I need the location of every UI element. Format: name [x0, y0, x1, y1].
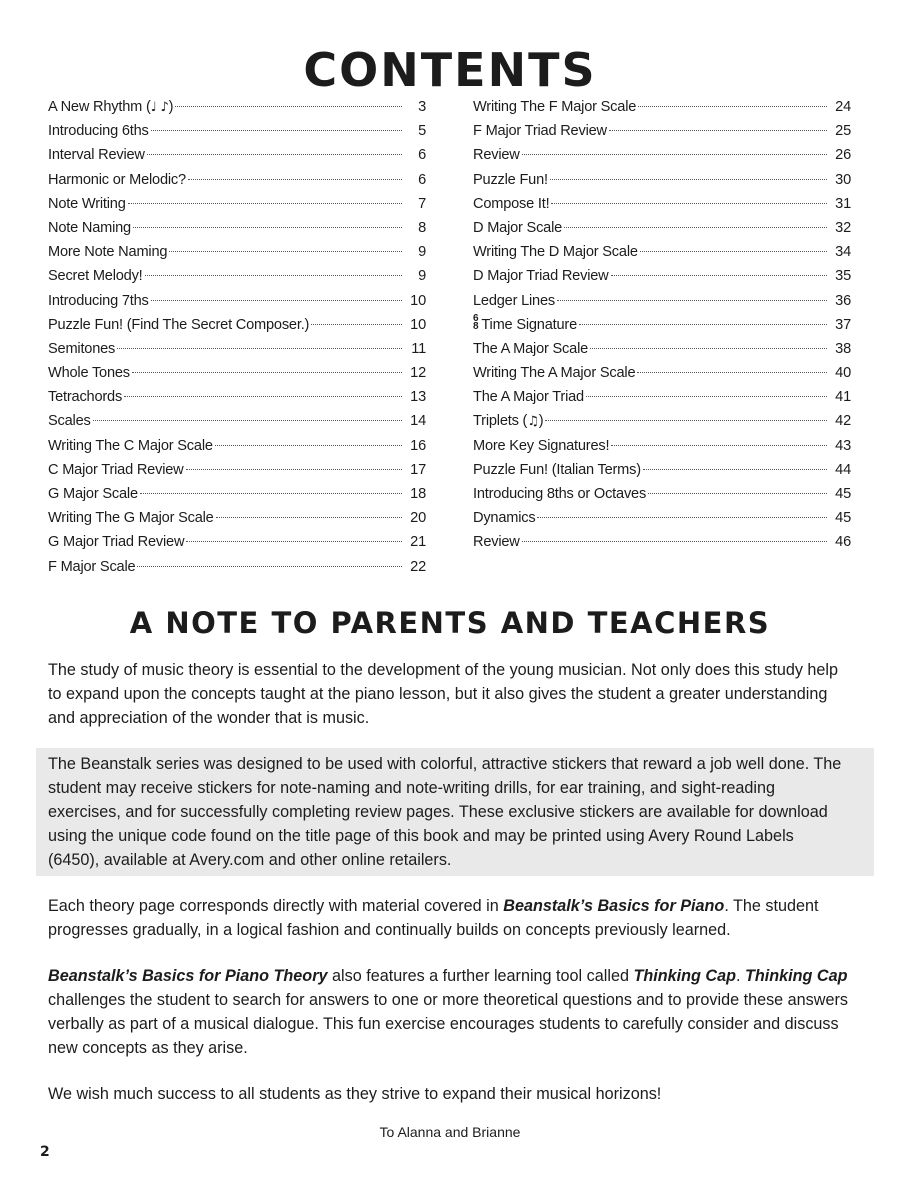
toc-dot-leader: [124, 396, 402, 397]
toc-entry-title: [473, 389, 584, 405]
toc-dot-leader: [140, 493, 402, 494]
toc-dot-leader: [557, 300, 827, 301]
toc-entry-page: 35: [835, 268, 851, 285]
closing-paragraph: We wish much success to all students as they strive to expand their musical horizons!: [48, 1085, 662, 1103]
toc-entry: [48, 196, 426, 220]
toc-entry: [473, 341, 851, 365]
time-signature-top: 6: [473, 312, 479, 324]
para4-text-end: challenges the student to search for answers to one or more theoretical questions and to provide these answers verbally as part of a musical dialogue. This fun exercise encourages students to carefully consider and discuss new concepts as they arise.: [48, 991, 848, 1057]
toc-entry-title: [48, 389, 122, 405]
intro-paragraph: The study of music theory is essential to the development of the young musician. Not only does this study help to expand upon the concepts taught at the piano lesson, but it also gives the student a greater understanding and appreciation of the wonder that is music.: [48, 661, 839, 727]
toc-entry-page: 26: [835, 147, 851, 164]
toc-dot-leader: [590, 348, 827, 349]
toc-entry-title: [48, 317, 309, 333]
toc-entry: [473, 413, 851, 437]
toc-entry-page: 7: [418, 195, 426, 212]
para3-text-end: . The student progresses gradually, in a logical fashion and continually builds on concepts previously learned.: [48, 897, 819, 939]
page-number: 2: [40, 1144, 50, 1160]
toc-entry: [48, 341, 426, 365]
toc-entry-text: Secret Melody!: [48, 268, 143, 285]
toc-dot-leader: [151, 300, 402, 301]
toc-entry-page: 32: [835, 219, 851, 236]
toc-entry-text: Note Writing: [48, 195, 126, 212]
toc-entry-title: [473, 172, 548, 188]
correspondence-paragraph: [48, 894, 848, 942]
toc-entry-page: 20: [410, 510, 426, 527]
toc-dot-leader: [611, 445, 827, 446]
note-symbol-icon: ♫: [527, 414, 539, 430]
page-title: CONTENTS: [303, 43, 597, 97]
toc-entry: [48, 413, 426, 437]
toc-entry-page: 6: [418, 171, 426, 188]
toc-entry-text: A New Rhythm (: [48, 99, 151, 115]
toc-entry-title: [473, 534, 520, 550]
toc-dot-leader: [579, 324, 827, 325]
toc-dot-leader: [151, 130, 402, 131]
toc-entry: [48, 147, 426, 171]
toc-entry: [48, 123, 426, 147]
toc-entry-title: [473, 99, 636, 115]
toc-entry-text: The A Major Triad: [473, 389, 584, 406]
para3-text: Each theory page corresponds directly with material covered in: [48, 897, 504, 915]
toc-entry: [473, 389, 851, 413]
toc-entry-text: More Key Signatures!: [473, 437, 610, 454]
toc-entry-text: Tetrachords: [48, 389, 123, 406]
toc-entry-page: 45: [835, 510, 851, 527]
toc-entry-page: 13: [410, 389, 426, 406]
toc-dot-leader: [137, 566, 402, 567]
toc-entry: [473, 172, 851, 196]
toc-entry-page: 10: [410, 292, 426, 309]
toc-entry-text: Harmonic or Melodic?: [48, 171, 186, 188]
toc-entry-title: [473, 123, 607, 139]
toc-dot-leader: [522, 541, 827, 542]
toc-dot-leader: [640, 251, 827, 252]
time-signature-icon: [473, 312, 479, 332]
toc-entry-page: 11: [411, 340, 426, 357]
toc-entry-text: Review: [473, 534, 520, 551]
toc-dot-leader: [147, 154, 402, 155]
toc-entry-text: Ledger Lines: [473, 292, 555, 309]
toc-entry-title: [473, 413, 543, 429]
toc-entry-title: [48, 413, 91, 429]
toc-entry-page: 5: [418, 123, 426, 140]
toc-entry-page: 16: [410, 437, 426, 454]
toc-entry-page: 24: [835, 99, 851, 115]
toc-entry-text: D Major Scale: [473, 219, 563, 236]
toc-dot-leader: [132, 372, 402, 373]
toc-dot-leader: [545, 420, 827, 421]
toc-entry: [48, 293, 426, 317]
toc-entry-text: C Major Triad Review: [48, 461, 184, 478]
toc-entry-text: Puzzle Fun!: [473, 171, 548, 188]
toc-dot-leader: [637, 372, 827, 373]
toc-entry-page: 25: [835, 123, 851, 140]
toc-entry-text: F Major Triad Review: [473, 123, 607, 140]
toc-dot-leader: [551, 203, 827, 204]
toc-entry-title: [473, 510, 535, 526]
toc-entry-title: [48, 462, 184, 478]
toc-entry-text: Introducing 7ths: [48, 292, 149, 309]
toc-entry-title: [48, 220, 131, 236]
toc-entry-title: [473, 293, 555, 309]
toc-entry-title: [48, 244, 167, 260]
toc-entry: [473, 312, 851, 341]
toc-entry-text: Note Naming: [48, 219, 131, 236]
toc-entry-title: [473, 244, 638, 260]
toc-entry: [473, 462, 851, 486]
toc-entry-title: [48, 268, 143, 284]
toc-entry: [48, 268, 426, 292]
toc-dot-leader: [216, 517, 402, 518]
toc-entry: [473, 99, 851, 123]
toc-entry: [473, 196, 851, 220]
toc-entry-page: 44: [835, 461, 851, 478]
toc-dot-leader: [611, 275, 828, 276]
toc-entry: [48, 534, 426, 558]
toc-entry-title: [48, 438, 213, 454]
toc-dot-leader: [537, 517, 827, 518]
toc-dot-leader: [586, 396, 827, 397]
toc-entry-text: Compose It!: [473, 195, 550, 212]
toc-entry-page: 43: [835, 437, 851, 454]
toc-dot-leader: [550, 179, 827, 180]
toc-entry-title: [48, 510, 214, 526]
toc-entry-text: Dynamics: [473, 510, 536, 527]
toc-entry-title: [48, 534, 184, 550]
thinking-cap-emphasis: Thinking Cap: [633, 967, 736, 985]
toc-entry-title: [473, 341, 588, 357]
toc-entry-page: 34: [835, 244, 851, 261]
toc-entry-page: 38: [835, 340, 851, 357]
toc-dot-leader: [564, 227, 827, 228]
toc-right-column: [473, 99, 851, 559]
toc-entry-page: 42: [835, 413, 851, 430]
toc-entry: [473, 220, 851, 244]
para4-text-mid: .: [735, 967, 745, 985]
toc-entry-page: 21: [410, 534, 426, 551]
toc-entry-text: Semitones: [48, 340, 116, 357]
toc-dot-leader: [169, 251, 402, 252]
toc-entry-text: Review: [473, 147, 520, 164]
toc-entry-page: 45: [835, 486, 851, 502]
toc-entry-suffix: ): [168, 99, 174, 115]
toc-entry: [48, 389, 426, 413]
toc-entry-text: Writing The G Major Scale: [48, 510, 214, 527]
toc-entry-text: Scales: [48, 413, 91, 430]
toc-entry: [473, 147, 851, 171]
thinking-cap-paragraph: [48, 964, 848, 1060]
toc-entry-page: 9: [418, 244, 426, 261]
toc-entry-title: [48, 147, 145, 163]
note-heading: A NOTE TO PARENTS AND TEACHERS: [129, 606, 771, 640]
toc-dot-leader: [145, 275, 402, 276]
toc-entry-page: 6: [418, 147, 426, 164]
toc-entry: [48, 172, 426, 196]
toc-entry-suffix: ): [538, 413, 544, 430]
toc-entry-title: [473, 438, 609, 454]
toc-entry: [48, 438, 426, 462]
toc-entry-page: 8: [418, 219, 426, 236]
thinking-cap-emphasis-2: Thinking Cap: [744, 967, 848, 985]
toc-entry-page: 14: [410, 413, 426, 430]
toc-dot-leader: [188, 179, 402, 180]
toc-entry-title: [473, 196, 549, 212]
toc-entry-title: [48, 172, 186, 188]
toc-entry: [473, 510, 851, 534]
toc-entry-title: [473, 220, 562, 236]
toc-entry-title: [473, 486, 646, 502]
toc-entry-page: 30: [835, 171, 851, 188]
stickers-paragraph: The Beanstalk series was designed to be used with colorful, attractive stickers that reward a job well done. The student may receive stickers for note-naming and note-writing drills, for ear training, and sight-reading exercises, and for successfully completing review pages. These exclusive stickers are available for download using the unique code found on the title page of this book and may be printed using Avery Round Labels (6450), available at Avery.com and other online retailers.: [48, 755, 842, 869]
toc-entry: [48, 462, 426, 486]
toc-entry-page: 10: [410, 316, 426, 333]
toc-entry-page: 22: [410, 558, 426, 575]
note-symbol-icon: ♩ ♪: [150, 100, 169, 115]
toc-entry-page: 18: [410, 486, 426, 502]
toc-entry-title: [48, 99, 173, 115]
toc-entry-title: [48, 196, 126, 212]
toc-entry-page: 9: [418, 268, 426, 285]
time-signature-bottom: 8: [473, 320, 479, 332]
toc-entry-title: [48, 365, 130, 381]
toc-entry-text: G Major Triad Review: [48, 534, 185, 551]
theory-book-emphasis: Beanstalk’s Basics for Piano Theory: [48, 967, 328, 985]
toc-entry-title: [48, 341, 115, 357]
toc-dot-leader: [638, 106, 827, 107]
toc-entry-text: F Major Scale: [48, 558, 136, 575]
toc-entry: [48, 365, 426, 389]
toc-dot-leader: [93, 420, 402, 421]
toc-left-column: [48, 99, 426, 583]
toc-entry-page: 17: [410, 461, 426, 478]
toc-entry: [473, 365, 851, 389]
toc-dot-leader: [117, 348, 402, 349]
toc-entry: [48, 317, 426, 341]
toc-dot-leader: [215, 445, 402, 446]
toc-entry-page: 31: [835, 195, 851, 212]
toc-dot-leader: [648, 493, 827, 494]
toc-entry-page: 40: [835, 365, 851, 382]
toc-entry-text: Puzzle Fun! (Find The Secret Composer.): [48, 316, 310, 333]
toc-entry: [48, 99, 426, 123]
toc-dot-leader: [643, 469, 827, 470]
toc-entry: [473, 293, 851, 317]
toc-entry-title: [473, 147, 520, 163]
toc-entry: [473, 438, 851, 462]
toc-entry-title: [48, 293, 149, 309]
toc-entry-text: Whole Tones: [48, 365, 130, 382]
dedication: To Alanna and Brianne: [379, 1124, 521, 1140]
toc-entry-page: 37: [835, 316, 851, 333]
toc-entry-title: [48, 559, 135, 575]
toc-entry: [48, 559, 426, 583]
toc-entry: [48, 486, 426, 510]
para4-text: also features a further learning tool called: [327, 967, 634, 985]
toc-entry-title: [473, 312, 577, 333]
toc-dot-leader: [175, 106, 402, 107]
toc-dot-leader: [186, 469, 403, 470]
book-title-emphasis: Beanstalk’s Basics for Piano: [503, 897, 725, 915]
toc-entry-page: 3: [418, 99, 426, 115]
toc-entry-title: [473, 365, 635, 381]
toc-entry-text: Writing The C Major Scale: [48, 437, 213, 454]
toc-entry: [473, 534, 851, 558]
toc-entry-text: D Major Triad Review: [473, 268, 609, 285]
toc-entry: [473, 123, 851, 147]
toc-entry: [473, 244, 851, 268]
toc-entry-text: Writing The D Major Scale: [473, 244, 638, 261]
toc-entry-text: Introducing 6ths: [48, 123, 149, 140]
toc-entry-page: 46: [835, 534, 851, 551]
toc-entry-text: G Major Scale: [48, 486, 138, 502]
toc-entry-text: Triplets (: [473, 413, 528, 430]
toc-dot-leader: [133, 227, 402, 228]
toc-entry-title: [48, 123, 149, 139]
toc-entry: [473, 268, 851, 292]
toc-dot-leader: [311, 324, 402, 325]
toc-entry-page: 36: [835, 292, 851, 309]
toc-dot-leader: [186, 541, 402, 542]
toc-entry-text: Writing The A Major Scale: [473, 365, 636, 382]
toc-dot-leader: [609, 130, 827, 131]
toc-entry: [473, 486, 851, 510]
toc-entry-text: The A Major Scale: [473, 340, 589, 357]
toc-entry-text: Puzzle Fun! (Italian Terms): [473, 461, 641, 478]
toc-entry-text: Introducing 8ths or Octaves: [473, 486, 647, 502]
toc-dot-leader: [128, 203, 402, 204]
toc-entry-text: More Note Naming: [48, 244, 168, 261]
toc-entry-text: Time Signature: [481, 316, 577, 333]
toc-entry-page: 41: [835, 389, 851, 406]
toc-entry-text: Interval Review: [48, 147, 145, 164]
toc-entry-text: Writing The F Major Scale: [473, 99, 637, 115]
toc-entry: [48, 220, 426, 244]
toc-entry-title: [473, 268, 609, 284]
toc-entry: [48, 510, 426, 534]
toc-dot-leader: [522, 154, 827, 155]
toc-entry-title: [473, 462, 641, 478]
toc-entry-title: [48, 486, 138, 502]
toc-entry-page: 12: [410, 365, 426, 382]
toc-entry: [48, 244, 426, 268]
